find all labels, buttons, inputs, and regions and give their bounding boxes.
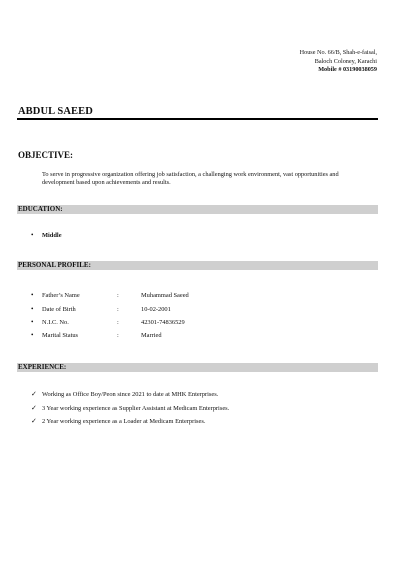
education-section-bar: [17, 205, 378, 214]
education-heading: EDUCATION:: [18, 205, 63, 213]
check-icon: ✓: [31, 404, 37, 412]
profile-separator: :: [117, 292, 119, 299]
education-item: Middle: [42, 232, 62, 239]
profile-label-date-of-birth: Date of Birth: [42, 306, 76, 313]
profile-separator: :: [117, 332, 119, 339]
bullet-icon: •: [31, 305, 34, 313]
bullet-icon: •: [31, 291, 34, 299]
address-line-1: House No. 66/B, Shah-e-faisal,: [299, 49, 377, 56]
objective-heading: OBJECTIVE:: [18, 150, 74, 160]
bullet-icon: •: [31, 318, 34, 326]
profile-value-marital-status: Married: [141, 332, 162, 339]
bullet-icon: •: [31, 331, 34, 339]
contact-block: [300, 49, 377, 75]
address-line-2: Baloch Coloney, Karachi: [314, 57, 377, 65]
check-icon: ✓: [31, 417, 37, 425]
profile-label-marital-status: Marital Status: [42, 332, 79, 339]
experience-item: Working as Office Boy/Peon since 2021 to date at MHK Enterprises.: [42, 391, 219, 398]
experience-heading: EXPERIENCE:: [18, 363, 67, 371]
personal-profile-section-bar: [17, 261, 378, 270]
experience-item: 3 Year working experience as Supplier Assistant at Medicam Enterprises.: [42, 405, 230, 412]
experience-item: 2 Year working experience as a Loader at Medicam Enterprises.: [42, 418, 206, 425]
objective-text: To serve in progressive organization offering job satisfaction, a challenging work environment, vast opportunities and development based upon achievements and results.: [42, 171, 339, 187]
name-divider: [17, 118, 378, 120]
bullet-icon: •: [31, 231, 34, 239]
personal-profile-heading: PERSONAL PROFILE:: [18, 261, 91, 269]
applicant-name: ABDUL SAEED: [18, 106, 93, 117]
mobile-number: Mobile # 03190038059: [318, 66, 377, 73]
profile-label-nic: N.I.C. No.: [42, 319, 69, 326]
check-icon: ✓: [31, 390, 37, 398]
experience-section-bar: [17, 363, 378, 372]
profile-separator: :: [117, 319, 119, 326]
profile-separator: :: [117, 306, 119, 313]
profile-value-date-of-birth: 10-02-2001: [141, 306, 171, 313]
profile-value-nic: 42301-74836529: [141, 319, 185, 326]
profile-value-fathers-name: Muhammad Saeed: [141, 292, 189, 299]
profile-label-fathers-name: Father’s Name: [42, 292, 80, 299]
